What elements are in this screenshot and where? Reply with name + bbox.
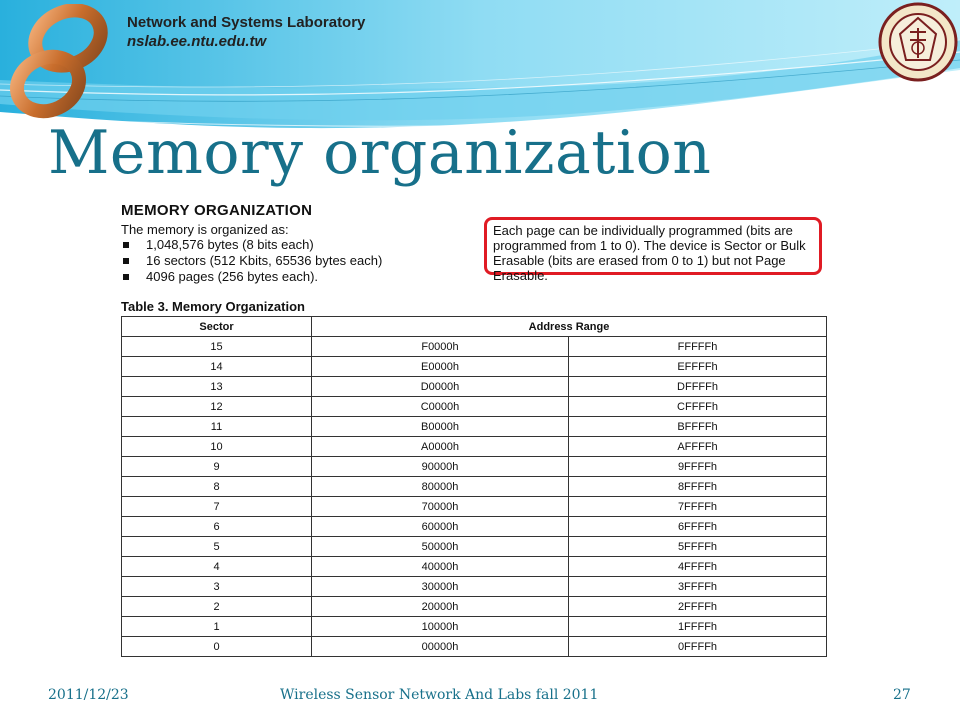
cell-sector: 5 — [122, 537, 312, 557]
cell-address-start: B0000h — [312, 417, 569, 437]
table-row — [122, 557, 827, 577]
bullet-text: 4096 pages (256 bytes each). — [146, 269, 319, 284]
cell-address-end: 8FFFFh — [569, 477, 827, 497]
cell-sector: 13 — [122, 377, 312, 397]
cell-sector: 11 — [122, 417, 312, 437]
cell-address-start: 60000h — [312, 517, 569, 537]
bullet-square-icon — [123, 242, 129, 248]
header-address-range: Address Range — [312, 317, 827, 337]
cell-sector: 3 — [122, 577, 312, 597]
cell-address-end: 7FFFFh — [569, 497, 827, 517]
doc-bullet-list — [121, 237, 382, 285]
cell-address-end: DFFFFh — [569, 377, 827, 397]
table-row — [122, 577, 827, 597]
cell-address-start: 40000h — [312, 557, 569, 577]
infinity-8-logo-icon — [8, 4, 110, 120]
cell-address-start: 50000h — [312, 537, 569, 557]
cell-address-start: A0000h — [312, 437, 569, 457]
cell-address-start: 00000h — [312, 637, 569, 657]
table-caption: Table 3. Memory Organization — [121, 299, 305, 314]
cell-address-start: F0000h — [312, 337, 569, 357]
cell-address-start: 30000h — [312, 577, 569, 597]
footer-date: 2011/12/23 — [48, 687, 129, 703]
table-row — [122, 377, 827, 397]
lab-name: Network and Systems Laboratory — [127, 14, 366, 31]
cell-address-start: 80000h — [312, 477, 569, 497]
table-row — [122, 457, 827, 477]
cell-address-start: 10000h — [312, 617, 569, 637]
cell-address-start: C0000h — [312, 397, 569, 417]
cell-address-end: 6FFFFh — [569, 517, 827, 537]
cell-address-start: E0000h — [312, 357, 569, 377]
cell-sector: 15 — [122, 337, 312, 357]
cell-sector: 8 — [122, 477, 312, 497]
cell-sector: 6 — [122, 517, 312, 537]
cell-sector: 1 — [122, 617, 312, 637]
cell-address-end: FFFFFh — [569, 337, 827, 357]
cell-address-end: EFFFFh — [569, 357, 827, 377]
table-row — [122, 617, 827, 637]
lab-url: nslab.ee.ntu.edu.tw — [127, 33, 267, 50]
table-row — [122, 337, 827, 357]
table-row — [122, 357, 827, 377]
cell-address-end: 2FFFFh — [569, 597, 827, 617]
cell-address-end: BFFFFh — [569, 417, 827, 437]
cell-address-start: 70000h — [312, 497, 569, 517]
bullet-square-icon — [123, 258, 129, 264]
cell-sector: 7 — [122, 497, 312, 517]
footer-course-title: Wireless Sensor Network And Labs fall 2011 — [280, 687, 599, 703]
doc-heading: MEMORY ORGANIZATION — [121, 202, 313, 219]
note-callout: Each page can be individually programmed (bits are programmed from 1 to 0). The device is Sector or Bulk Erasable (bits are erased from 0 to 1) but not Page Erasable. — [484, 217, 822, 275]
slide-title: Memory organization — [48, 118, 712, 188]
list-item — [121, 269, 382, 285]
table-row — [122, 417, 827, 437]
cell-address-end: AFFFFh — [569, 437, 827, 457]
bullet-text: 1,048,576 bytes (8 bits each) — [146, 237, 314, 252]
cell-sector: 10 — [122, 437, 312, 457]
table-row — [122, 397, 827, 417]
cell-sector: 2 — [122, 597, 312, 617]
cell-address-end: 5FFFFh — [569, 537, 827, 557]
cell-address-end: 0FFFFh — [569, 637, 827, 657]
cell-sector: 0 — [122, 637, 312, 657]
bullet-square-icon — [123, 274, 129, 280]
cell-sector: 14 — [122, 357, 312, 377]
list-item — [121, 253, 382, 269]
list-item — [121, 237, 382, 253]
table-row — [122, 437, 827, 457]
cell-address-end: 1FFFFh — [569, 617, 827, 637]
footer-page-number: 27 — [893, 687, 911, 703]
cell-address-end: 3FFFFh — [569, 577, 827, 597]
cell-address-end: 9FFFFh — [569, 457, 827, 477]
cell-address-start: D0000h — [312, 377, 569, 397]
cell-sector: 4 — [122, 557, 312, 577]
table-row — [122, 597, 827, 617]
table-header-row — [122, 317, 827, 337]
table-row — [122, 637, 827, 657]
table-row — [122, 517, 827, 537]
table-body — [122, 337, 827, 657]
ntu-seal-icon — [878, 2, 958, 82]
table-row — [122, 537, 827, 557]
cell-address-start: 20000h — [312, 597, 569, 617]
cell-sector: 12 — [122, 397, 312, 417]
memory-organization-table — [121, 316, 827, 657]
header-sector: Sector — [122, 317, 312, 337]
doc-intro: The memory is organized as: — [121, 222, 289, 237]
cell-sector: 9 — [122, 457, 312, 477]
table-row — [122, 477, 827, 497]
cell-address-end: 4FFFFh — [569, 557, 827, 577]
bullet-text: 16 sectors (512 Kbits, 65536 bytes each) — [146, 253, 383, 268]
cell-address-end: CFFFFh — [569, 397, 827, 417]
cell-address-start: 90000h — [312, 457, 569, 477]
table-row — [122, 497, 827, 517]
